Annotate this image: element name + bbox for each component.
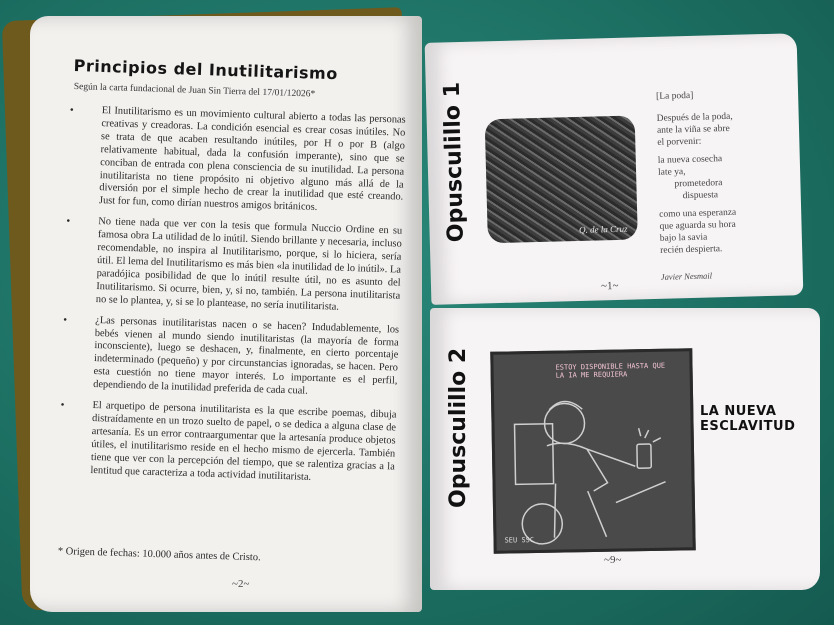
comic-headline: [700, 404, 795, 434]
comic-illustration: [490, 348, 695, 553]
poem-line: prometedora: [674, 178, 723, 190]
poem-line: recién despierta.: [660, 244, 723, 256]
poem-tag: [La poda]: [655, 90, 694, 102]
page-title: Principios del Inutilitarismo: [73, 56, 339, 84]
headline-line-2: ESCLAVITUD: [700, 419, 796, 434]
opus-title-2: Opusculillo 2: [446, 347, 471, 508]
poem-line: como una esperanza: [659, 207, 737, 220]
footnote: * Origen de fechas: 10.000 años antes de Cristo.: [57, 546, 261, 564]
comic-signature: SEU SSC: [504, 536, 535, 545]
principles-list: [54, 104, 406, 495]
poem-line: que aguarda su hora: [659, 219, 736, 232]
poem-line: Después de la poda,: [656, 111, 733, 124]
delivery-rider-drawing: [493, 351, 692, 550]
poem-line: el porvenir:: [657, 136, 702, 148]
poem-line: dispuesta: [682, 190, 719, 202]
poem: [656, 87, 791, 282]
page-number-left: ~2~: [232, 578, 250, 590]
vineyard-photo: [485, 115, 638, 243]
left-page: [30, 16, 422, 612]
list-item: • ¿Las personas inutilitaristas nacen o se hacen? Indudablemente, los bebés vienen al mundo siendo inutilitaristas (la mayoría de forma inconsciente), luego se deshacen, y, finalmente, en cierto porcentaje indeterminado (pequeño) y por circunstancias ignoradas, se hacen. Pero esta cuestión no tiene mayor interés. Lo importante es el perfil, dependiendo de la inutilidad preferida de cada cual.: [63, 313, 400, 397]
photo-caption: Q. de la Cruz: [578, 223, 628, 235]
speech-bubble: ESTOY DISPONIBLE HASTA QUE LA IA ME REQUIERA: [555, 361, 666, 380]
right-top-page: [425, 33, 804, 305]
page-subtitle: Según la carta fundacional de Juan Sin Tierra del 17/01/12026*: [73, 82, 316, 100]
list-item: • El Inutilitarismo es un movimiento cultural abierto a todas las personas creativas y creadoras. La condición esencial es crear cosas inútiles. No se trata de que acaben resultando inútiles, por H o por B (algo relativamente habitual, dada la confusión imperante), sino que se conciban de entrada con plena consciencia de su inutilidad. La persona inutilitarista no tiene propósito ni objetivo alguno más allá de la diversión por el simple hecho de crear la inutilidad que esté creando. Just for fun, como dirían nuestros amigos británicos.: [69, 104, 406, 214]
list-item: • El arquetipo de persona inutilitarista es la que escribe poemas, dibuja distraídamente en un trozo suelto de papel, o se dedica a alguna clase de artesanía. Es un error contraargumentar que la artesanía produce objetos útiles, el inutilitarismo reside en el hecho mismo de ejercerla. También tiene que ver con la percepción del tiempo, que se ralentiza gracias a la lentitud que caracteriza a toda actividad inutilitarista.: [60, 399, 397, 483]
poem-author: Javier Nesmail: [660, 270, 713, 282]
page-number-top: ~1~: [600, 279, 619, 293]
right-bottom-page: [430, 308, 820, 590]
page-number-bottom: ~9~: [604, 554, 622, 566]
headline-line-1: LA NUEVA: [700, 404, 777, 419]
poem-line: la nueva cosecha: [657, 154, 723, 166]
poem-line: bajo la savia: [659, 232, 708, 244]
list-item: • No tiene nada que ver con la tesis que formula Nuccio Ordine en su famosa obra La utilidad de lo inútil. Siendo brillante y necesaria, incluso recomendable, no inspira al Inutilitarismo, porque, si lo hiciera, sería útil. El lema del Inutilitarismo es más bien «la inutilidad de lo inútil». La paradójica posibilidad de que lo inútil resulte útil, no es asunto del Inutilitarismo. Si ocurre, bien, y, si no, también. La persona inutilitarista no se lo plantea, y, si se lo plantease, no sería inutilitarista.: [66, 215, 403, 313]
opus-title-1: Opusculillo 1: [439, 81, 469, 243]
poem-line: late ya,: [657, 167, 686, 178]
poem-line: ante la viña se abre: [656, 123, 730, 136]
